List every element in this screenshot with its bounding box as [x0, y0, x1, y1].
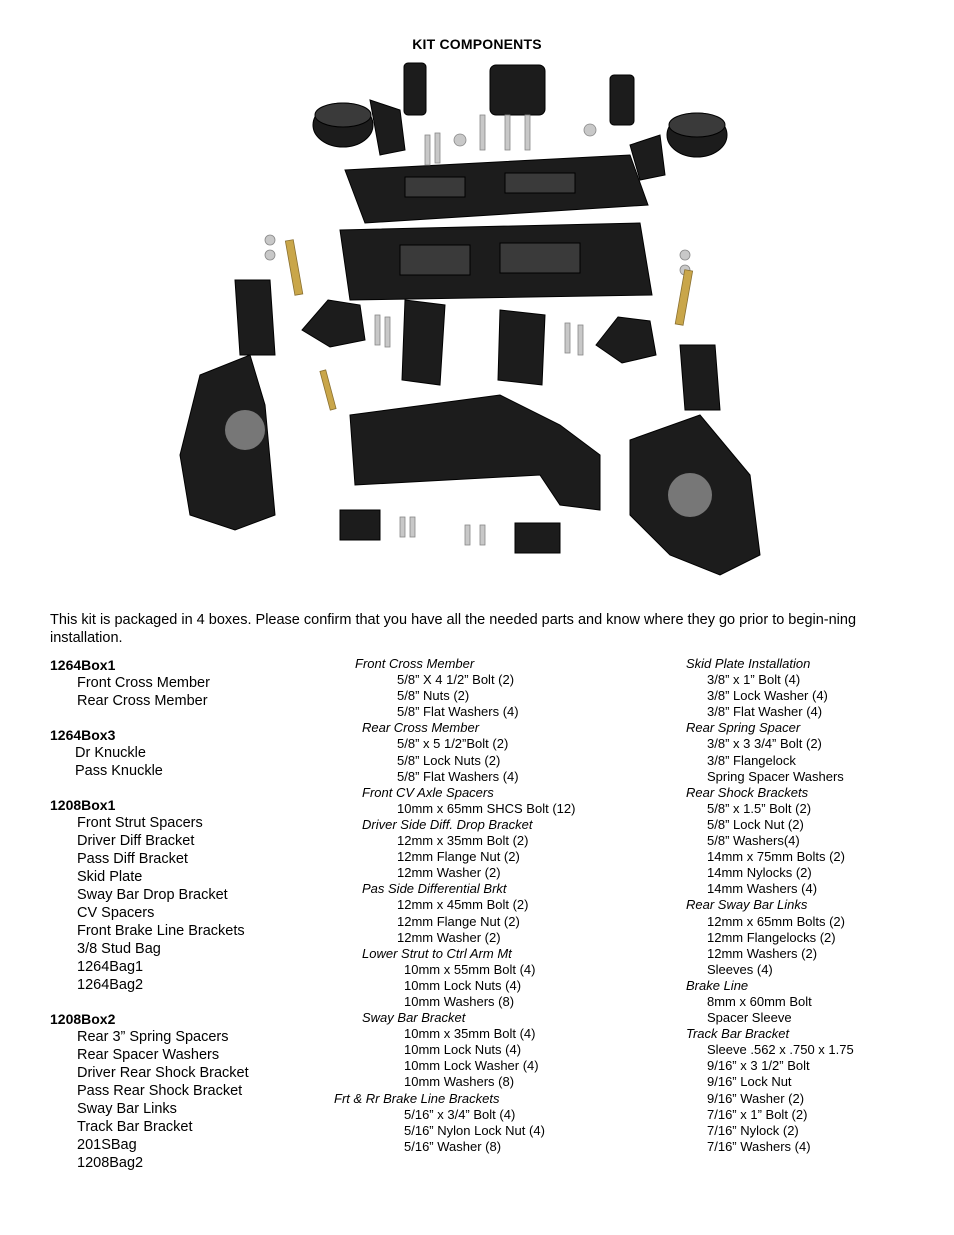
list-item: 1208Bag2 [77, 1155, 144, 1171]
list-item: 5/8” Washers(4) [707, 833, 800, 849]
list-item: 3/8” x 1” Bolt (4) [707, 672, 801, 688]
list-item: 5/8” Lock Nuts (2) [397, 752, 501, 768]
list-item: Track Bar Bracket [77, 1119, 193, 1135]
list-item: 12mm x 35mm Bolt (2) [397, 833, 529, 849]
box-1264box1 [50, 656, 320, 710]
list-item: 12mm x 65mm Bolts (2) [707, 913, 845, 929]
section-title: Front CV Axle Spacers [362, 784, 494, 800]
list-item: Rear Cross Member [77, 693, 208, 709]
box-title: 1208Box1 [50, 797, 116, 813]
list-item: Spacer Sleeve [707, 1010, 792, 1026]
list-item: 1264Bag1 [77, 959, 144, 975]
list-item: 5/8” X 4 1/2” Bolt (2) [397, 672, 515, 688]
section-title: Lower Strut to Ctrl Arm Mt [362, 945, 512, 961]
list-item: 8mm x 60mm Bolt [707, 993, 812, 1009]
list-item: 3/8” Lock Washer (4) [707, 688, 828, 704]
list-item: Sway Bar Drop Bracket [77, 887, 228, 903]
box-title: 1208Box2 [50, 1011, 116, 1027]
list-item: 9/16” x 3 1/2” Bolt [707, 1058, 810, 1074]
list-item: 10mm Washers (8) [404, 1074, 515, 1090]
section-title: Driver Side Diff. Drop Bracket [362, 816, 533, 832]
list-item: 1264Bag2 [77, 977, 144, 993]
list-item: Sleeve .562 x .750 x 1.75 [707, 1042, 854, 1058]
section-title: Brake Line [686, 977, 749, 993]
section-title: Rear Spring Spacer [686, 720, 801, 736]
list-item: 10mm x 35mm Bolt (4) [404, 1026, 536, 1042]
list-item: 12mm Washer (2) [397, 865, 501, 881]
hardware-column-middle [330, 656, 660, 1155]
list-item: Rear 3” Spring Spacers [77, 1029, 229, 1045]
page-title: KIT COMPONENTS [412, 36, 542, 52]
list-item: 12mm Washer (2) [397, 929, 501, 945]
list-item: 12mm x 45mm Bolt (2) [397, 897, 529, 913]
list-item: 9/16” Lock Nut [707, 1074, 792, 1090]
list-item: Pass Knuckle [75, 763, 163, 779]
hardware-column-right [686, 656, 946, 1155]
list-item: 5/8” Lock Nut (2) [707, 816, 804, 832]
list-item: Driver Rear Shock Bracket [77, 1065, 249, 1081]
list-item: 3/8” Flat Washer (4) [707, 704, 823, 720]
list-item: Front Strut Spacers [77, 815, 203, 831]
list-item: 5/8” Nuts (2) [397, 688, 470, 704]
section-title: Skid Plate Installation [686, 656, 811, 671]
list-item: 7/16” x 1” Bolt (2) [707, 1106, 808, 1122]
section-title: Rear Shock Brackets [686, 784, 809, 800]
box-1208box1 [50, 796, 320, 994]
section-title: Sway Bar Bracket [362, 1010, 466, 1026]
list-item: Driver Diff Bracket [77, 833, 195, 849]
intro-text: This kit is packaged in 4 boxes. Please confirm that you have all the needed parts and know where they go prior to begin-ning installation. [50, 612, 857, 646]
list-item: 5/8” Flat Washers (4) [397, 768, 519, 784]
list-item: 7/16” Washers (4) [707, 1138, 811, 1154]
list-item: Pass Rear Shock Bracket [77, 1083, 243, 1099]
list-item: Sleeves (4) [707, 961, 773, 977]
list-item: 7/16” Nylock (2) [707, 1122, 799, 1138]
list-item: Skid Plate [77, 869, 143, 885]
kit-components-photo [160, 55, 800, 585]
list-item: Rear Spacer Washers [77, 1047, 220, 1063]
list-item: 201SBag [77, 1137, 137, 1153]
list-item: Front Brake Line Brackets [77, 923, 245, 939]
list-item: 9/16” Washer (2) [707, 1090, 805, 1106]
section-title: Pas Side Differential Brkt [362, 881, 507, 897]
list-item: 5/8” x 1.5” Bolt (2) [707, 800, 812, 816]
list-item: 5/16” Nylon Lock Nut (4) [404, 1122, 545, 1138]
box-title: 1264Box1 [50, 657, 116, 673]
box-1264box3 [50, 726, 320, 780]
list-item: 10mm Lock Washer (4) [404, 1058, 539, 1074]
list-item: 5/16” Washer (8) [404, 1138, 502, 1154]
list-item: 12mm Flange Nut (2) [397, 913, 520, 929]
list-item: 12mm Flange Nut (2) [397, 849, 520, 865]
list-item: Dr Knuckle [75, 745, 146, 761]
list-item: CV Spacers [77, 905, 155, 921]
list-item: 10mm x 55mm Bolt (4) [404, 961, 536, 977]
list-item: 5/8” Flat Washers (4) [397, 704, 519, 720]
list-item: Spring Spacer Washers [707, 768, 844, 784]
list-item: 10mm Lock Nuts (4) [404, 977, 522, 993]
list-item: Pass Diff Bracket [77, 851, 188, 867]
list-item: 14mm x 75mm Bolts (2) [707, 849, 845, 865]
section-title: Rear Sway Bar Links [686, 897, 808, 913]
box-title: 1264Box3 [50, 727, 116, 743]
section-title: Front Cross Member [355, 656, 475, 671]
section-title: Rear Cross Member [362, 720, 480, 736]
list-item: 14mm Washers (4) [707, 881, 818, 897]
list-item: 3/8” Flangelock [707, 752, 796, 768]
list-item: 12mm Washers (2) [707, 945, 818, 961]
list-item: 14mm Nylocks (2) [707, 865, 812, 881]
list-item: 3/8” x 3 3/4” Bolt (2) [707, 736, 822, 752]
list-item: 5/16” x 3/4” Bolt (4) [404, 1106, 516, 1122]
list-item: 10mm Washers (8) [404, 993, 515, 1009]
list-item: Front Cross Member [77, 675, 210, 691]
boxes-column [50, 656, 320, 1188]
list-item: 3/8 Stud Bag [77, 941, 161, 957]
list-item: Sway Bar Links [77, 1101, 177, 1117]
list-item: 5/8” x 5 1/2”Bolt (2) [397, 736, 509, 752]
section-title: Frt & Rr Brake Line Brackets [334, 1090, 500, 1106]
list-item: 10mm x 65mm SHCS Bolt (12) [397, 800, 576, 816]
list-item: 12mm Flangelocks (2) [707, 929, 836, 945]
section-title: Track Bar Bracket [686, 1026, 790, 1042]
box-1208box2 [50, 1010, 320, 1172]
list-item: 10mm Lock Nuts (4) [404, 1042, 522, 1058]
